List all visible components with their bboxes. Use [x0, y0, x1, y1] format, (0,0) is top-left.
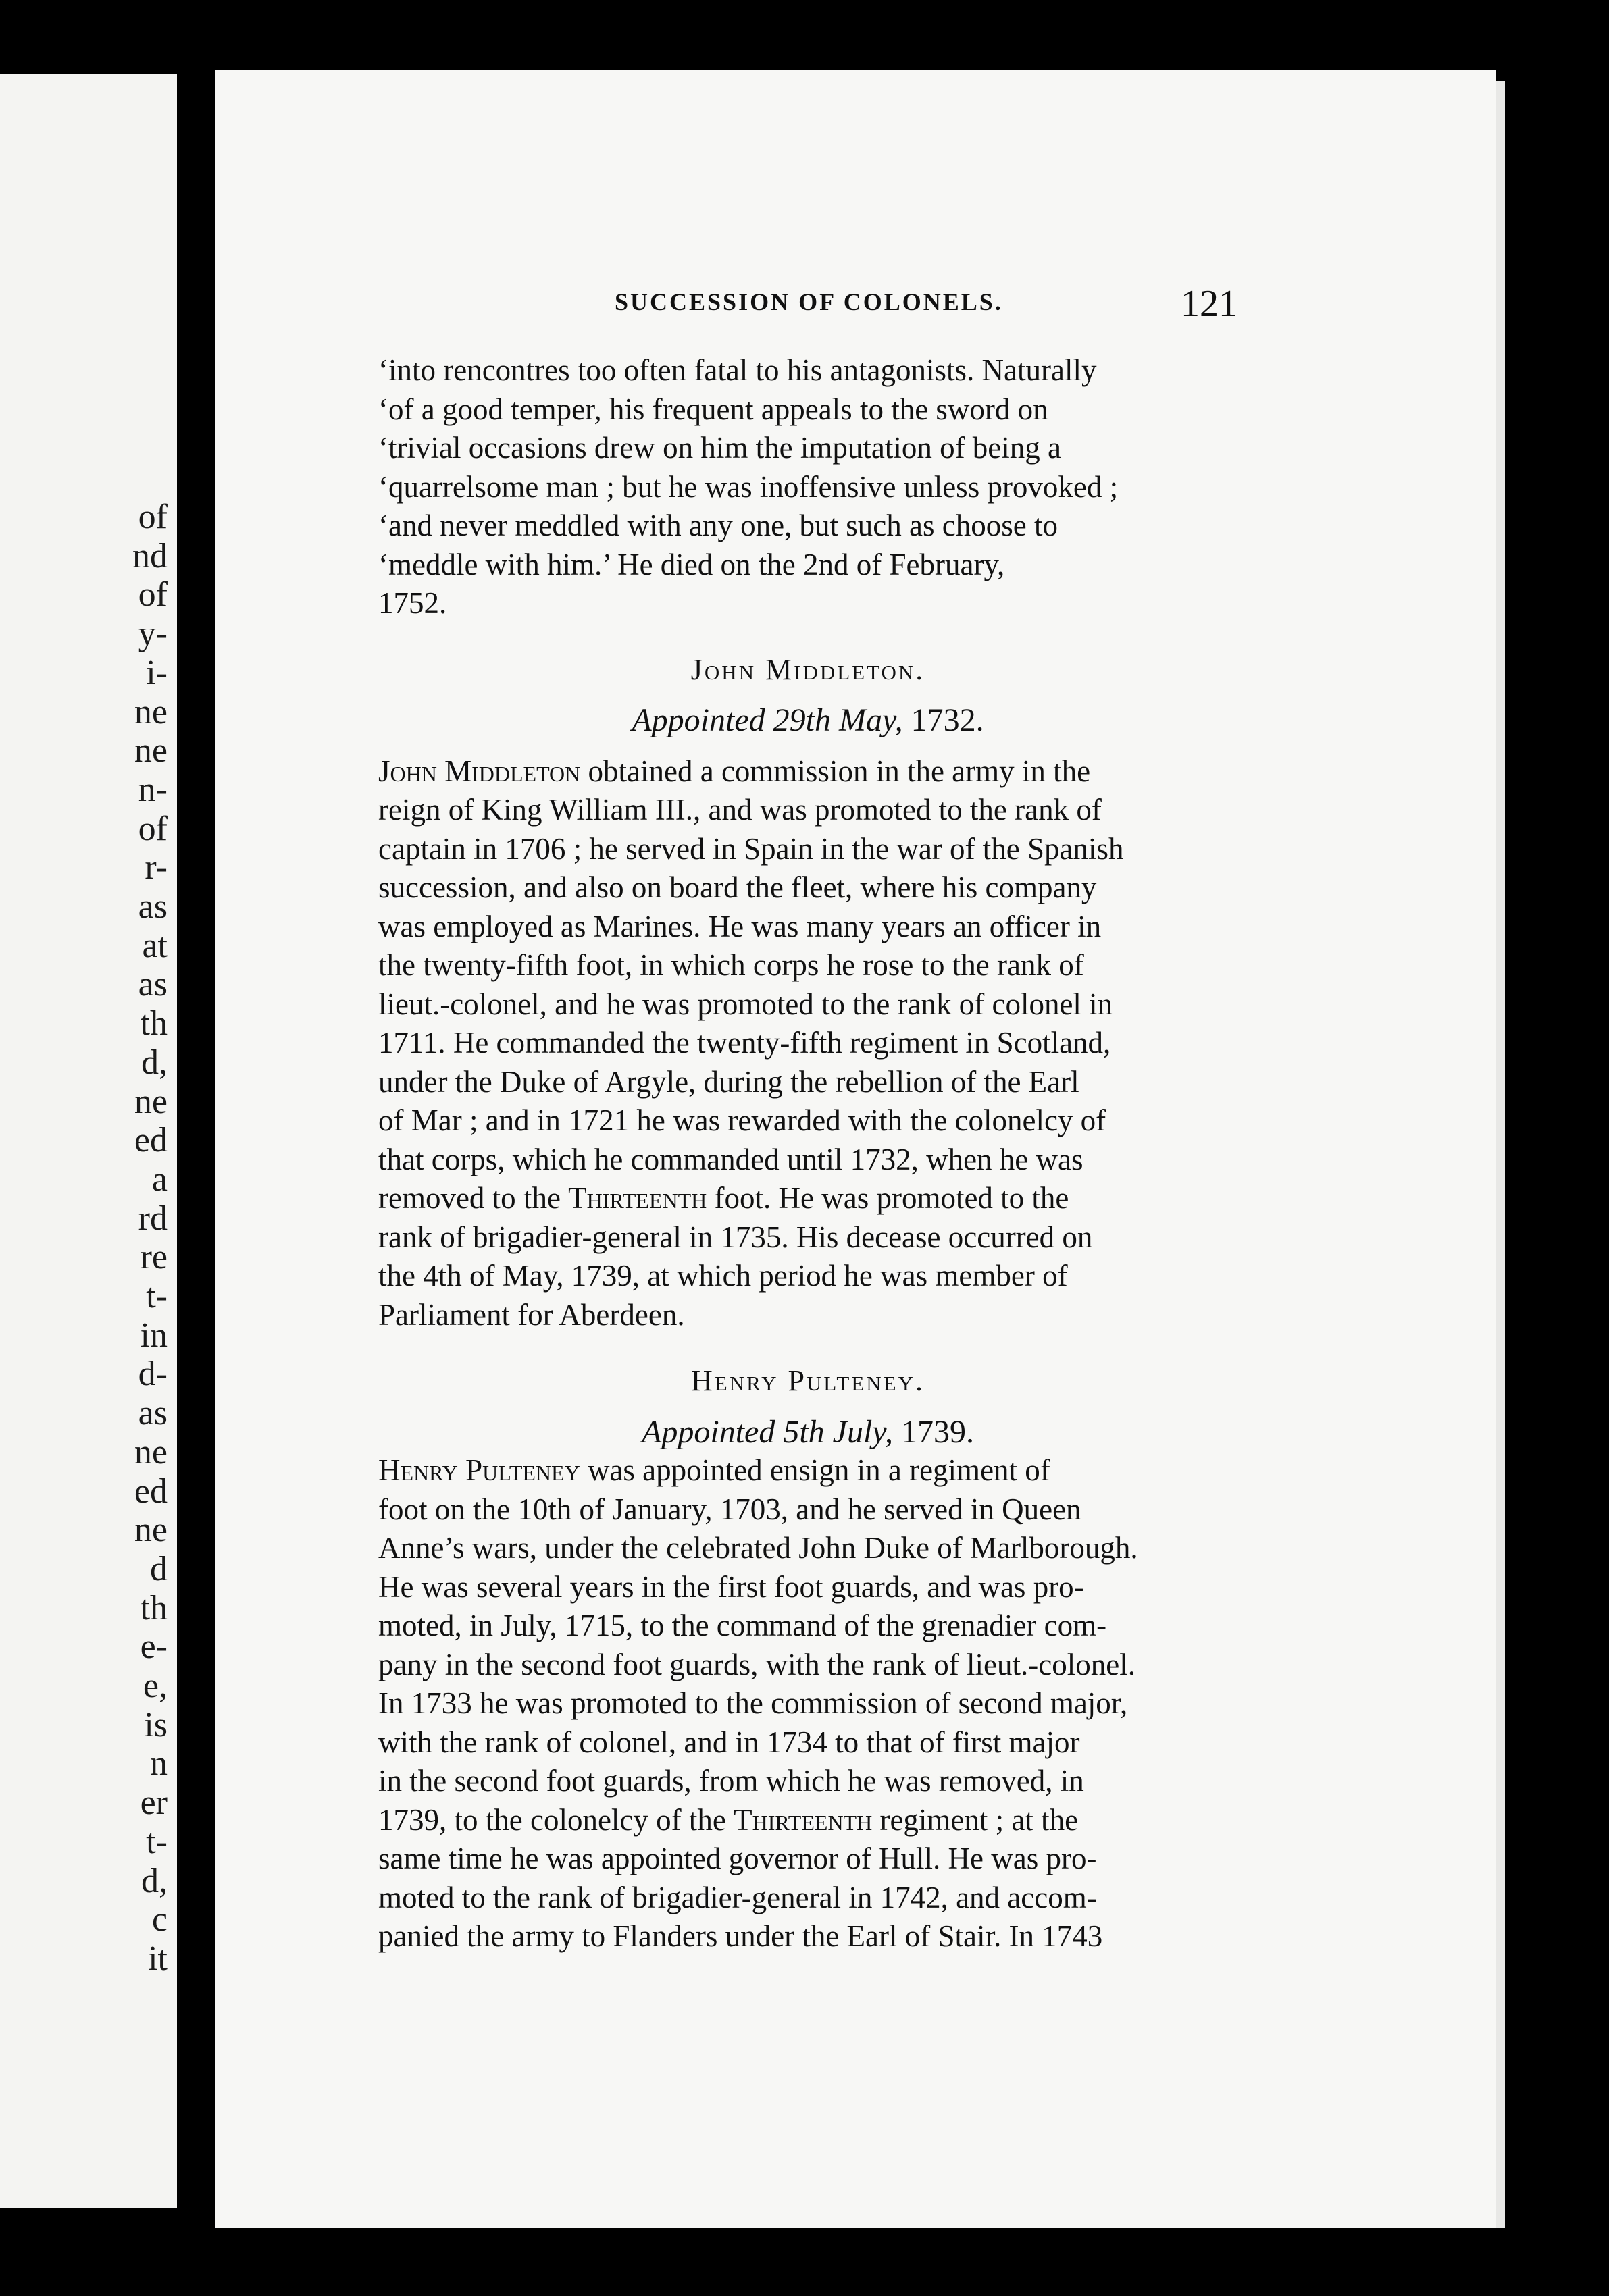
text-line: Parliament for Aberdeen. [378, 1297, 685, 1332]
facing-page-fragment: is [144, 1705, 168, 1744]
facing-page-fragment: e- [140, 1627, 168, 1667]
text-line: ‘quarrelsome man ; but he was inoffensive unless provoked ; [378, 469, 1119, 504]
text-line: in the second foot guards, from which he was removed, in [378, 1764, 1084, 1798]
subject-name: John Middleton [378, 754, 581, 788]
text-line: succession, and also on board the fleet, where his company [378, 870, 1097, 904]
appointment-label: Appointed 29th May, [632, 702, 903, 738]
facing-page-fragment: at [142, 926, 168, 965]
text-line: under the Duke of Argyle, during the rebellion of the Earl [378, 1064, 1079, 1099]
text-line: John Middleton obtained a commission in the army in the [378, 754, 1091, 788]
text-line: foot on the 10th of January, 1703, and he served in Queen [378, 1492, 1081, 1526]
facing-page-fragment: as [138, 887, 168, 926]
text-line: Anne’s wars, under the celebrated John Duke of Marlborough. [378, 1531, 1138, 1565]
biography-paragraph [378, 1451, 1237, 1956]
facing-page-fragment: th [140, 1588, 168, 1627]
text-line: In 1733 he was promoted to the commission of second major, [378, 1686, 1128, 1720]
facing-page-fragment: it [148, 1939, 168, 1978]
text-line: removed to the Thirteenth foot. He was promoted to the [378, 1181, 1069, 1215]
facing-page-fragment: i- [146, 653, 168, 692]
facing-page-fragment: d, [141, 1043, 168, 1082]
page-number: 121 [1181, 283, 1237, 325]
facing-page-fragment: n- [138, 770, 168, 809]
text-line: 1711. He commanded the twenty-fifth regiment in Scotland, [378, 1026, 1111, 1060]
text-line: with the rank of colonel, and in 1734 to that of first major [378, 1725, 1080, 1759]
running-head: SUCCESSION OF COLONELS. [615, 288, 1003, 315]
facing-page-fragment: er [140, 1783, 168, 1823]
text-line: 1752. [378, 586, 447, 620]
text-line: ‘trivial occasions drew on him the imputation of being a [378, 431, 1062, 465]
text-line: same time he was appointed governor of Hull. He was pro- [378, 1842, 1097, 1875]
text-line: Henry Pulteney was appointed ensign in a regiment of [378, 1453, 1050, 1487]
subject-name: Henry Pulteney [378, 1453, 580, 1487]
biography-paragraph [378, 752, 1237, 1335]
facing-page-fragment: ne [134, 1082, 168, 1121]
facing-page-fragment: of [138, 575, 168, 615]
facing-page-fragment: as [138, 1394, 168, 1433]
regiment-name: Thirteenth [734, 1802, 873, 1837]
appointment-year: 1739. [900, 1413, 974, 1450]
facing-page-fragment: ne [134, 692, 168, 731]
facing-page-fragment: as [138, 965, 168, 1004]
facing-page-fragment: in [140, 1315, 168, 1355]
section-heading: John Middleton. [690, 652, 925, 686]
text-line: of Mar ; and in 1721 he was rewarded with the colonelcy of [378, 1103, 1106, 1137]
facing-page-fragment: d, [141, 1861, 168, 1900]
text-line: lieut.-colonel, and he was promoted to the rank of colonel in [378, 987, 1113, 1021]
appointment-line [378, 701, 1237, 740]
text-line: that corps, which he commanded until 1732, when he was [378, 1142, 1083, 1176]
facing-page-fragment: rd [138, 1199, 168, 1238]
facing-page-fragment: y- [138, 615, 168, 654]
facing-page-fragment: d [150, 1549, 168, 1588]
continuation-paragraph [378, 351, 1237, 623]
text-line: ‘into rencontres too often fatal to his antagonists. Naturally [378, 353, 1097, 387]
facing-page-fragment: t- [146, 1277, 168, 1315]
text-line: moted, in July, 1715, to the command of the grenadier com- [378, 1609, 1107, 1642]
facing-page-fragment: ed [134, 1121, 168, 1160]
facing-page-fragment: re [140, 1238, 168, 1277]
appointment-line [378, 1413, 1237, 1452]
facing-page-fragment: d- [138, 1355, 168, 1394]
text-line: panied the army to Flanders under the Earl of Stair. In 1743 [378, 1919, 1103, 1953]
facing-page-fragment: ed [134, 1471, 168, 1511]
facing-page-fragment: r- [145, 848, 168, 887]
page-header [378, 282, 1237, 323]
section-heading: Henry Pulteney. [691, 1364, 925, 1397]
text-line: the 4th of May, 1739, at which period he was member of [378, 1259, 1068, 1293]
appointment-label: Appointed 5th July, [642, 1413, 893, 1450]
text-line: ‘of a good temper, his frequent appeals to the sword on [378, 392, 1048, 426]
facing-page-fragment: c [151, 1900, 168, 1939]
text-line: was employed as Marines. He was many years an officer in [378, 909, 1102, 943]
text-line: reign of King William III., and was promoted to the rank of [378, 793, 1102, 827]
facing-page-fragment: a [151, 1159, 168, 1199]
text-line: pany in the second foot guards, with the rank of lieut.-colonel. [378, 1647, 1135, 1681]
text-line: He was several years in the first foot guards, and was pro- [378, 1569, 1084, 1604]
text-line: captain in 1706 ; he served in Spain in the war of the Spanish [378, 831, 1124, 866]
facing-page-fragment: of [138, 498, 168, 536]
page-body [378, 351, 1237, 1956]
text-line: 1739, to the colonelcy of the Thirteenth regiment ; at the [378, 1802, 1079, 1837]
text-line: ‘meddle with him.’ He died on the 2nd of February, [378, 547, 1005, 581]
facing-page-fragment: e, [143, 1667, 168, 1705]
facing-page-fragment: ne [134, 731, 168, 771]
text-line: rank of brigadier-general in 1735. His decease occurred on [378, 1220, 1093, 1254]
facing-page-fragment: ne [134, 1432, 168, 1471]
text-line: ‘and never meddled with any one, but such as choose to [378, 508, 1058, 542]
facing-page-fragment: th [140, 1004, 168, 1043]
regiment-name: Thirteenth [568, 1181, 707, 1215]
facing-page-fragment: n [150, 1744, 168, 1783]
page-edge-shadow [1496, 81, 1505, 2228]
facing-page-fragment: ne [134, 1511, 168, 1550]
facing-page-fragment: nd [132, 536, 168, 575]
facing-page-fragment: of [138, 809, 168, 848]
appointment-year: 1732. [911, 702, 984, 738]
text-line: moted to the rank of brigadier-general in 1742, and accom- [378, 1880, 1097, 1914]
facing-page-fragment: t- [146, 1822, 168, 1861]
text-line: the twenty-fifth foot, in which corps he rose to the rank of [378, 948, 1084, 982]
facing-page-edge [0, 74, 177, 2208]
